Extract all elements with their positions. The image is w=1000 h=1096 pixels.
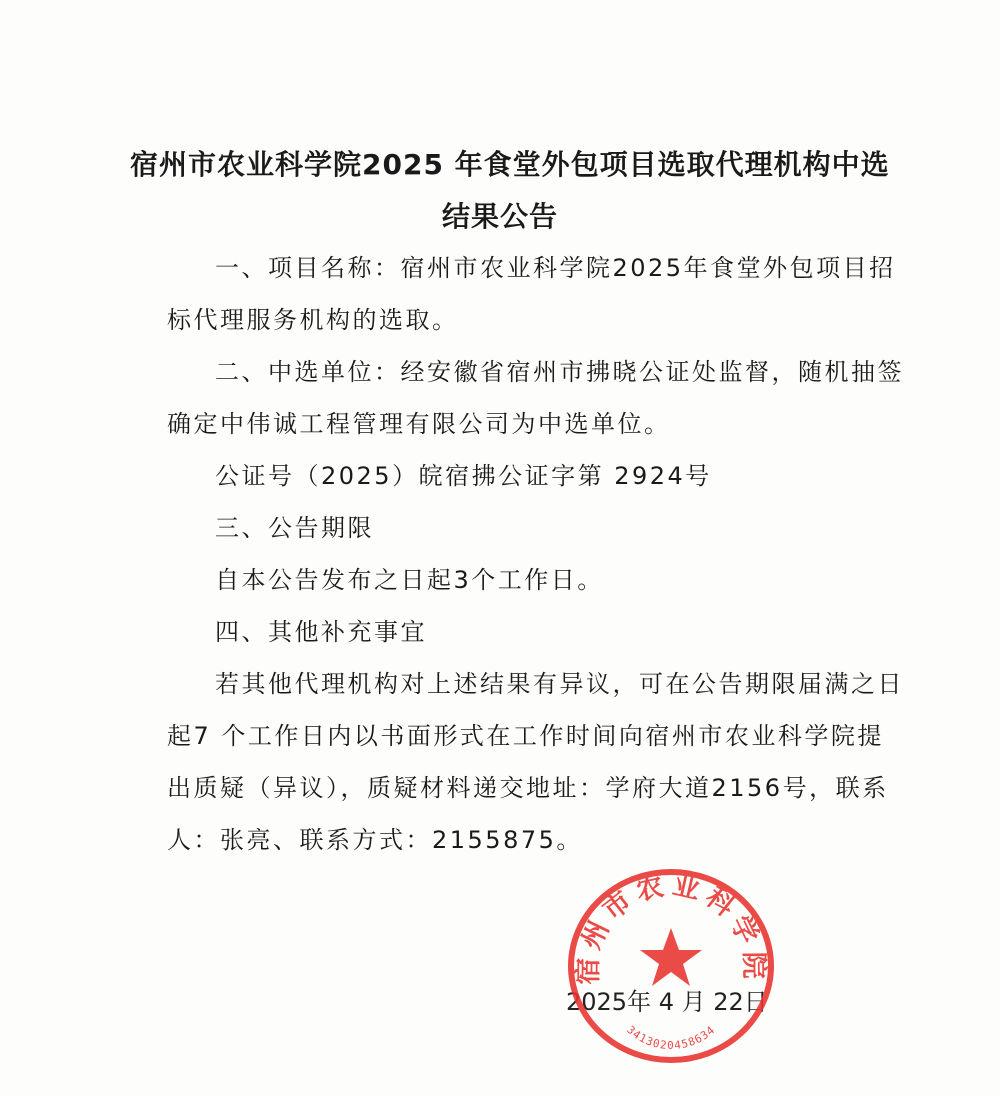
title-line-1: 宿州市农业科学院2025 年食堂外包项目选取代理机构中选	[130, 148, 890, 181]
item1-line-2: 标代理服务机构的选取。	[167, 306, 459, 334]
seal-star-icon	[640, 928, 702, 986]
item2-line-2: 确定中伟诚工程管理有限公司为中选单位。	[167, 410, 671, 438]
item4-line-3: 出质疑（异议），质疑材料递交地址：学府大道2156号，联系	[167, 774, 889, 802]
item4-heading: 四、其他补充事宜	[215, 618, 427, 646]
seal-text: 宿州市农业科学院	[572, 869, 770, 985]
official-seal	[563, 866, 779, 1066]
item2-line-1: 二、中选单位：经安徽省宿州市拂晓公证处监督，随机抽签	[215, 358, 904, 386]
item3-heading: 三、公告期限	[215, 514, 374, 542]
svg-text:3413020458634	[624, 1023, 718, 1052]
notary-number: 公证号（2025）皖宿拂公证字第 2924号	[215, 462, 712, 490]
issue-date: 2025年 4 月 22日	[566, 988, 768, 1016]
title-line-2: 结果公告	[441, 200, 558, 233]
item1-line-1: 一、项目名称：宿州市农业科学院2025年食堂外包项目招	[215, 254, 896, 282]
seal-code: 3413020458634	[624, 1023, 718, 1053]
item3-text: 自本公告发布之日起3个工作日。	[215, 566, 604, 594]
item4-line-1: 若其他代理机构对上述结果有异议，可在公告期限届满之日	[215, 670, 904, 698]
item4-line-4: 人：张亮、联系方式：2155875。	[167, 826, 583, 854]
item4-line-2: 起7 个工作日内以书面形式在工作时间向宿州市农业科学院提	[167, 722, 884, 750]
